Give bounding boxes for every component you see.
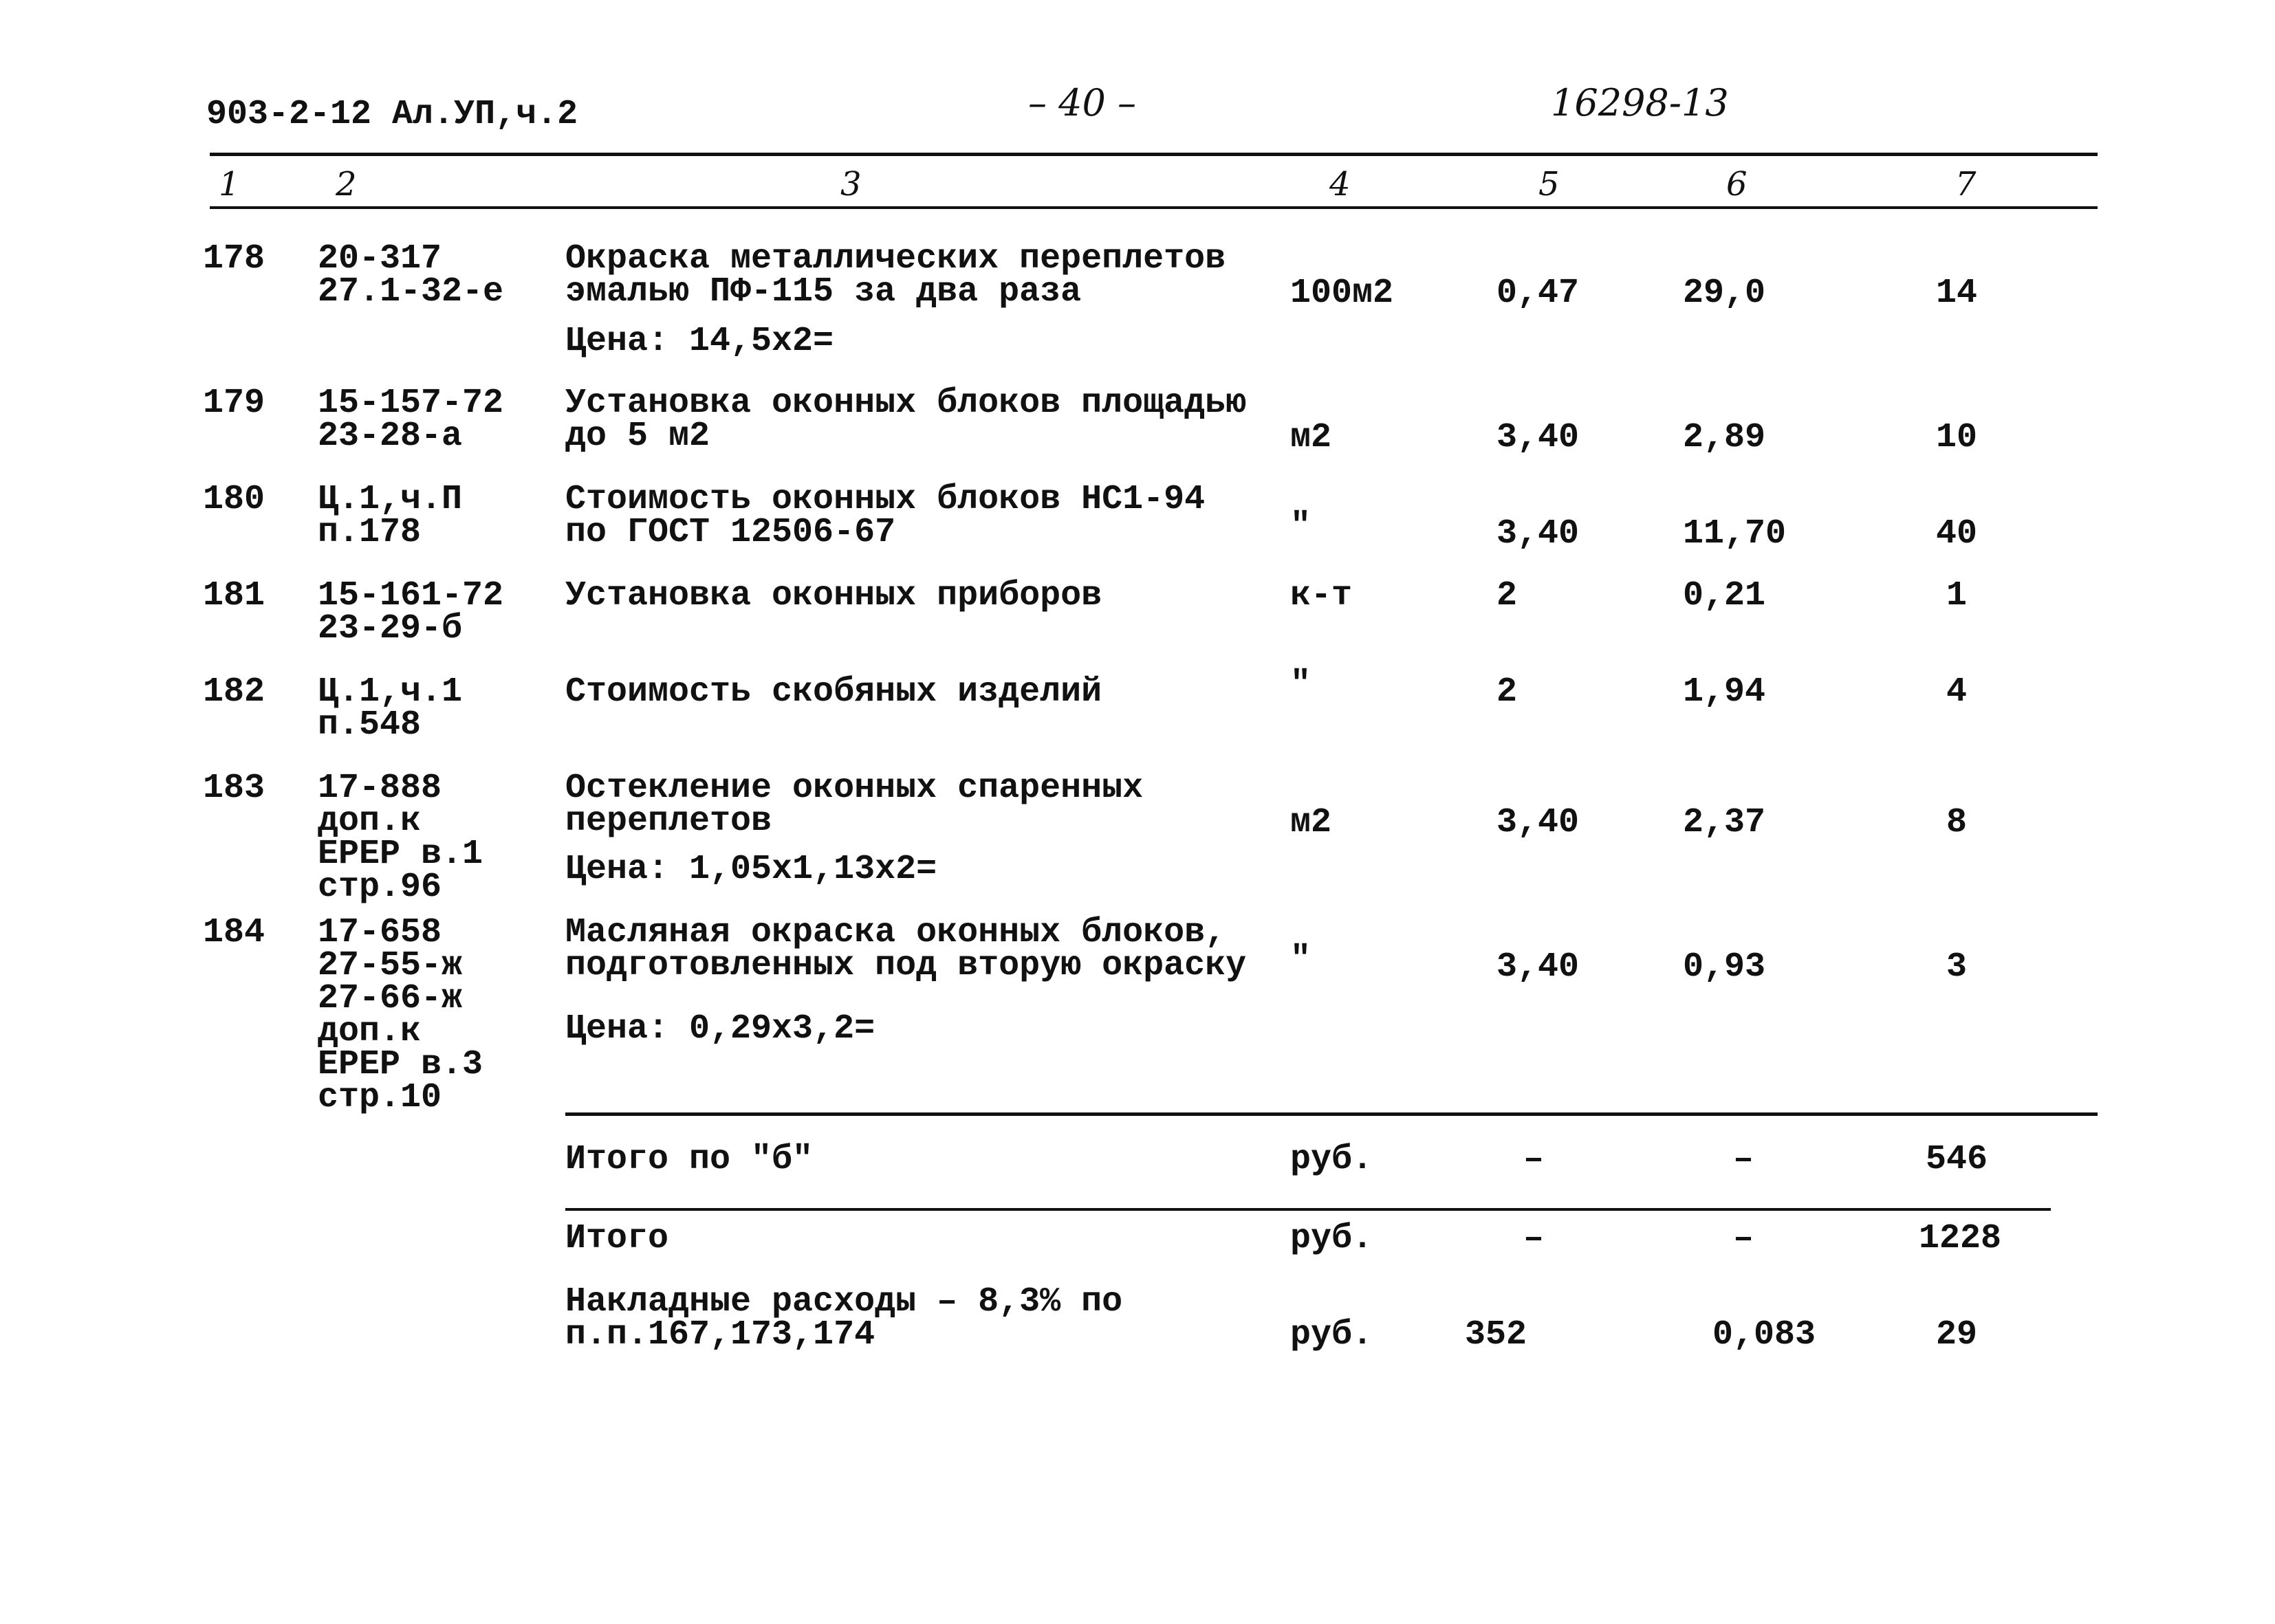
row-number: 184 <box>203 913 265 952</box>
unit: руб. <box>1290 1140 1373 1179</box>
quantity: – <box>1523 1140 1545 1179</box>
quantity: – <box>1523 1219 1545 1258</box>
reference-code: Ц.1,ч.1 п.548 <box>318 672 463 745</box>
reference-code: 17-658 27-55-ж 27-66-ж доп.к ЕРЕР в.3 стр.10 <box>318 913 483 1117</box>
top-rule <box>210 153 2098 156</box>
work-description: Остекление оконных спаренных переплетов <box>565 769 1144 841</box>
unit: руб. <box>1290 1219 1373 1258</box>
quantity: 3,40 <box>1496 947 1580 987</box>
price-note: Цена: 1,05х1,13х2= <box>565 850 937 889</box>
work-description: Установка оконных блоков площадью до 5 м2 <box>565 384 1247 456</box>
column-number: 3 <box>840 165 862 204</box>
quantity: 0,47 <box>1496 274 1580 313</box>
unit-rate: 29,0 <box>1683 274 1766 313</box>
row-number: 179 <box>203 384 265 423</box>
reference-code: 15-161-72 23-29-б <box>318 576 504 648</box>
row-number: 178 <box>203 239 265 278</box>
unit: м2 <box>1290 803 1332 842</box>
total-value: 29 <box>1935 1315 1977 1354</box>
quantity: 352 <box>1465 1315 1527 1354</box>
unit: " <box>1290 665 1311 704</box>
reference-code: Ц.1,ч.П п.178 <box>318 480 463 552</box>
work-description: Стоимость оконных блоков НС1-94 по ГОСТ 12506-67 <box>565 480 1206 552</box>
work-description: Масляная окраска оконных блоков, подготовленных под вторую окраску <box>565 913 1247 985</box>
column-number: 7 <box>1955 165 1977 204</box>
price-note: Цена: 14,5х2= <box>565 322 834 361</box>
row-number: 181 <box>203 576 265 615</box>
row-number: 183 <box>203 769 265 808</box>
unit-rate: 0,21 <box>1683 576 1766 615</box>
row-number: 182 <box>203 672 265 712</box>
total-value: 546 <box>1925 1140 1988 1179</box>
total-value: 1 <box>1946 576 1967 615</box>
price-note: Цена: 0,29х3,2= <box>565 1009 875 1049</box>
total-rule <box>565 1208 2051 1211</box>
column-number: 5 <box>1538 165 1560 204</box>
total-value: 40 <box>1935 514 1977 553</box>
total-label: Итого <box>565 1219 669 1258</box>
reference-code: 17-888 доп.к ЕРЕР в.1 стр.96 <box>318 769 483 907</box>
unit: к-т <box>1290 576 1353 615</box>
document-code: 903-2-12 Ал.УП,ч.2 <box>206 95 578 134</box>
unit: " <box>1290 507 1311 546</box>
quantity: 3,40 <box>1496 514 1580 553</box>
column-header-rule <box>210 206 2098 209</box>
column-number: 2 <box>336 165 357 204</box>
column-number: 1 <box>219 165 240 204</box>
unit-rate: 0,083 <box>1712 1315 1816 1354</box>
row-number: 180 <box>203 480 265 519</box>
total-value: 3 <box>1946 947 1967 987</box>
unit-rate: 2,89 <box>1683 418 1766 457</box>
total-value: 4 <box>1946 672 1967 712</box>
unit: руб. <box>1290 1315 1373 1354</box>
unit: 100м2 <box>1290 274 1394 313</box>
quantity: 2 <box>1496 672 1518 712</box>
unit-rate: 1,94 <box>1683 672 1766 712</box>
unit: м2 <box>1290 418 1332 457</box>
work-description: Окраска металлических переплетов эмалью ПФ-115 за два раза <box>565 239 1226 311</box>
sheet-code: 16298-13 <box>1551 81 1729 124</box>
overhead-label: Накладные расходы – 8,3% по п.п.167,173,174 <box>565 1282 1123 1354</box>
total-value: 1228 <box>1919 1219 2002 1258</box>
work-description: Стоимость скобяных изделий <box>565 672 1102 712</box>
column-number: 4 <box>1329 165 1351 204</box>
total-value: 10 <box>1935 418 1977 457</box>
unit: " <box>1290 940 1311 979</box>
quantity: 3,40 <box>1496 803 1580 842</box>
total-value: 14 <box>1935 274 1977 313</box>
quantity: 3,40 <box>1496 418 1580 457</box>
reference-code: 15-157-72 23-28-а <box>318 384 504 456</box>
total-value: 8 <box>1946 803 1967 842</box>
unit-rate: – <box>1733 1219 1754 1258</box>
quantity: 2 <box>1496 576 1518 615</box>
work-description: Установка оконных приборов <box>565 576 1102 615</box>
page-number: – 40 – <box>1028 81 1137 124</box>
unit-rate: 0,93 <box>1683 947 1766 987</box>
subtotal-rule <box>565 1112 2098 1116</box>
unit-rate: – <box>1733 1140 1754 1179</box>
column-number: 6 <box>1726 165 1748 204</box>
subtotal-label: Итого по "б" <box>565 1140 814 1179</box>
unit-rate: 2,37 <box>1683 803 1766 842</box>
reference-code: 20-317 27.1-32-е <box>318 239 504 311</box>
unit-rate: 11,70 <box>1683 514 1787 553</box>
